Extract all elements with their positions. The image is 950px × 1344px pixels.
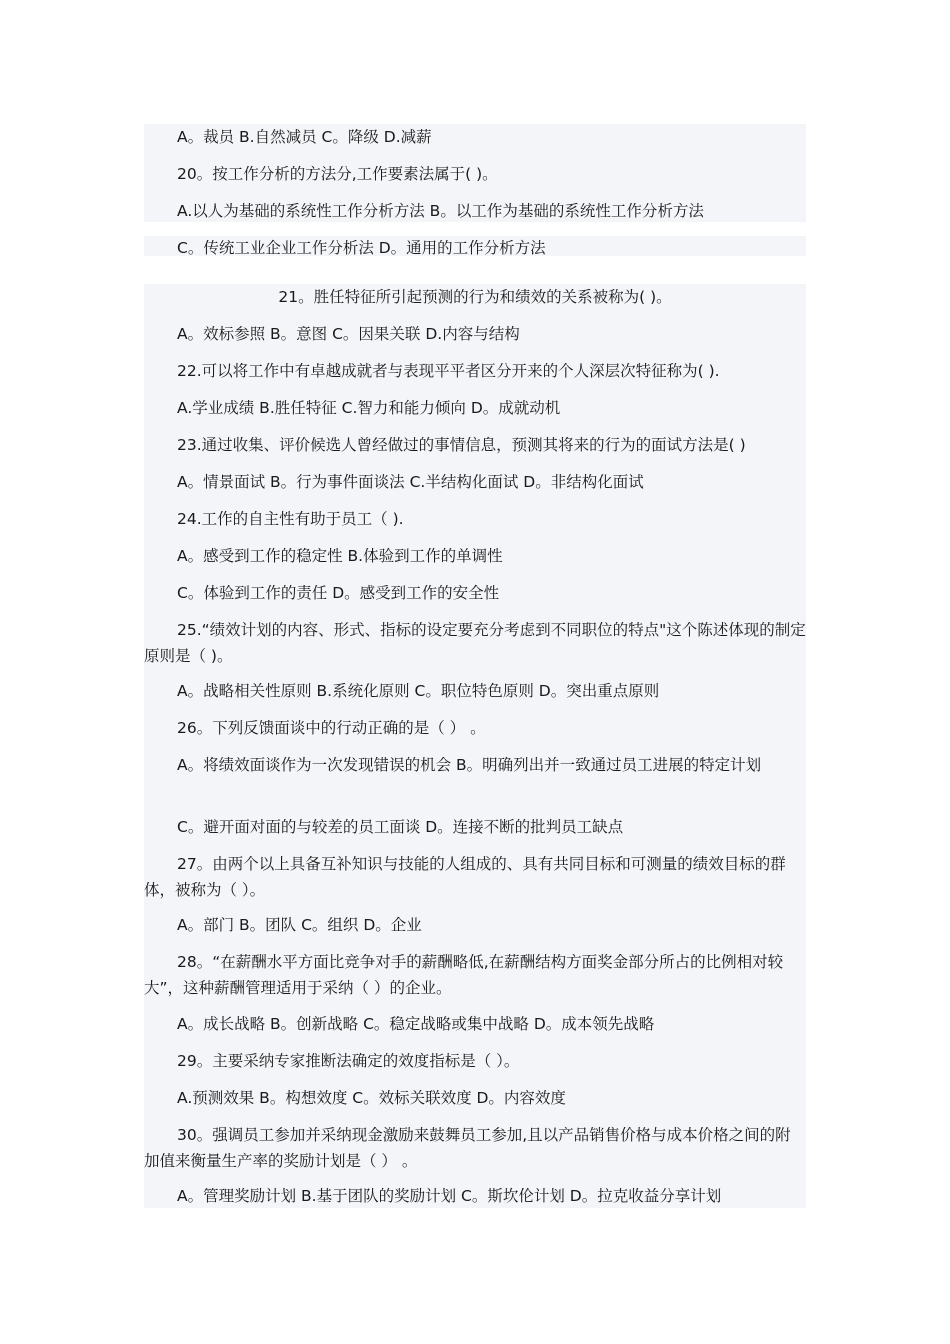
text-line: C。传统工业企业工作分析法 D。通用的工作分析方法 bbox=[177, 239, 546, 257]
text-line: C。避开面对面的与较差的员工面谈 D。连接不断的批判员工缺点 bbox=[177, 818, 624, 836]
text-line: A.预测效果 B。构想效度 C。效标关联效度 D。内容效度 bbox=[177, 1089, 566, 1107]
text-line: A。管理奖励计划 B.基于团队的奖励计划 C。斯坎伦计划 D。拉克收益分享计划 bbox=[177, 1187, 722, 1205]
text-line: A.学业成绩 B.胜任特征 C.智力和能力倾向 D。成就动机 bbox=[177, 399, 561, 417]
question-23: 23.通过收集、评价候选人曾经做过的事情信息，预测其将来的行为的面试方法是( ) bbox=[177, 436, 746, 454]
question-27: 27。由两个以上具备互补知识与技能的人组成的、具有共同目标和可测量的绩效目标的群体，被称为（ ）。 bbox=[144, 855, 786, 899]
text-line: A。效标参照 B。意图 C。因果关联 D.内容与结构 bbox=[177, 325, 520, 343]
question-20: 20。按工作分析的方法分,工作要素法属于( )。 bbox=[177, 165, 498, 183]
text-line: A。战略相关性原则 B.系统化原则 C。职位特色原则 D。突出重点原则 bbox=[177, 682, 660, 700]
text-line: A。裁员 B.自然减员 C。降级 D.减薪 bbox=[177, 128, 432, 146]
text-line: A.以人为基础的系统性工作分析方法 B。以工作为基础的系统性工作分析方法 bbox=[177, 202, 704, 220]
question-30: 30。强调员工参加并采纳现金激励来鼓舞员工参加,且以产品销售价格与成本价格之间的附加值来衡量生产率的奖励计划是（ ） 。 bbox=[144, 1126, 791, 1170]
text-line: A。成长战略 B。创新战略 C。稳定战略或集中战略 D。成本领先战略 bbox=[177, 1015, 655, 1033]
text-line: A。感受到工作的稳定性 B.体验到工作的单调性 bbox=[177, 547, 503, 565]
text-line: C。体验到工作的责任 D。感受到工作的安全性 bbox=[177, 584, 500, 602]
text-line: A。情景面试 B。行为事件面谈法 C.半结构化面试 D。非结构化面试 bbox=[177, 473, 644, 491]
question-25: 25.“绩效计划的内容、形式、指标的设定要充分考虑到不同职位的特点"这个陈述体现的制定原则是（ )。 bbox=[144, 621, 806, 665]
question-29: 29。主要采纳专家推断法确定的效度指标是（ ）。 bbox=[177, 1052, 520, 1070]
question-28: 28。“在薪酬水平方面比竞争对手的薪酬略低,在薪酬结构方面奖金部分所占的比例相对较大”，这种薪酬管理适用于采纳（ ）的企业。 bbox=[144, 953, 784, 997]
question-24: 24.工作的自主性有助于员工（ ). bbox=[177, 510, 404, 528]
question-21: 21。胜任特征所引起预测的行为和绩效的关系被称为( )。 bbox=[278, 288, 672, 306]
text-line: A。部门 B。团队 C。组织 D。企业 bbox=[177, 916, 422, 934]
text-line: A。将绩效面谈作为一次发现错误的机会 B。明确列出并一致通过员工进展的特定计划 bbox=[177, 756, 762, 774]
question-22: 22.可以将工作中有卓越成就者与表现平平者区分开来的个人深层次特征称为( ). bbox=[177, 362, 720, 380]
question-26: 26。下列反馈面谈中的行动正确的是（ ） 。 bbox=[177, 719, 486, 737]
